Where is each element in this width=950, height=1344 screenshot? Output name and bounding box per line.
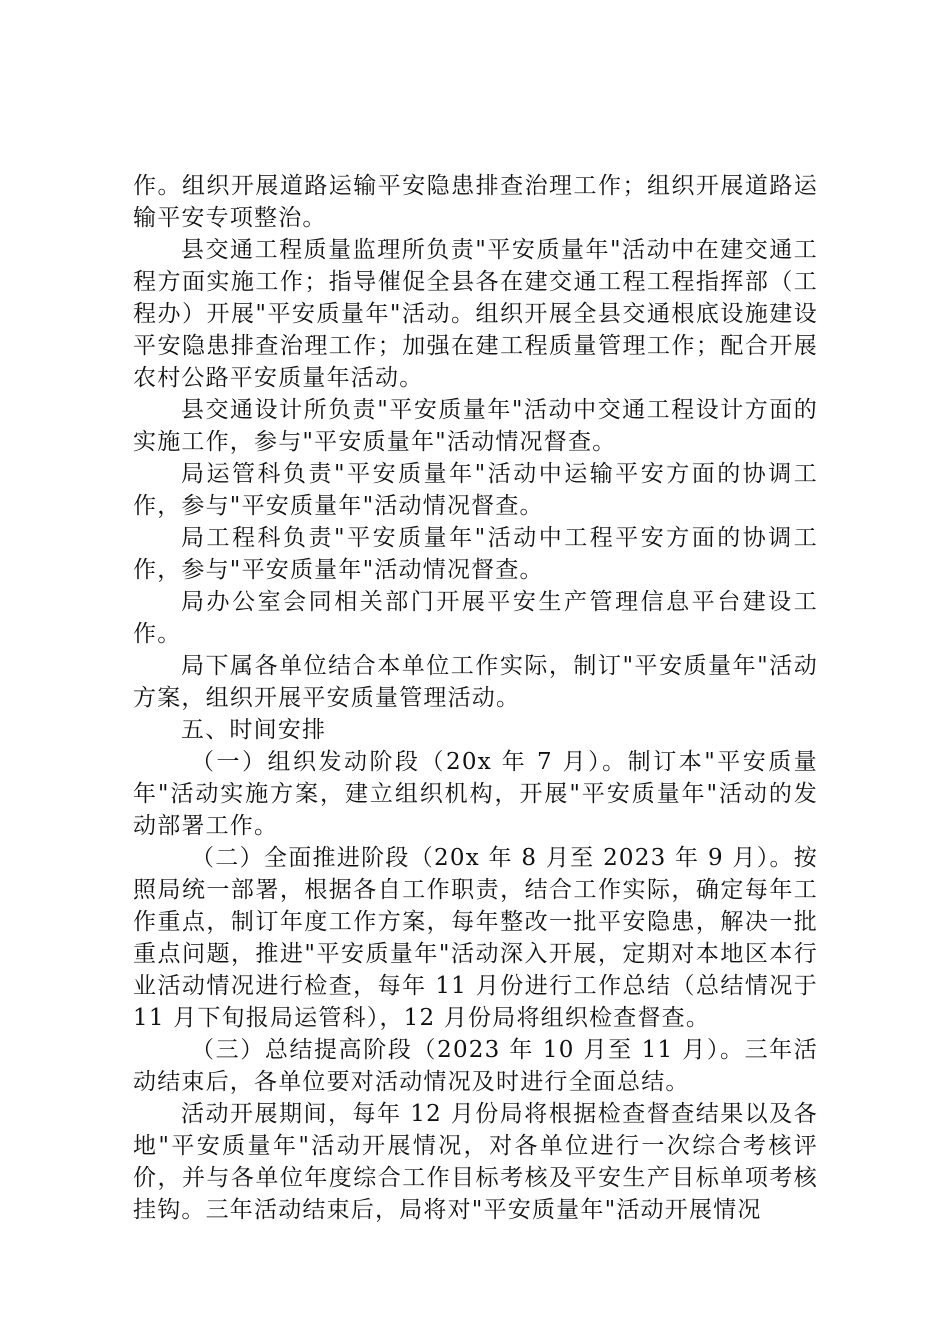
paragraph: 活动开展期间，每年 12 月份局将根据检查督查结果以及各地"平安质量年"活动开展情况，对各单位进行一次综合考核评价，并与各单位年度综合工作目标考核及平安生产目标单项考核挂钩。三年活动结束后，局将对"平安质量年"活动开展情况 (133, 1101, 818, 1223)
paragraph: 局运管科负责"平安质量年"活动中运输平安方面的协调工作，参与"平安质量年"活动情况督查。 (133, 461, 818, 519)
document-body (133, 170, 818, 1226)
paragraph: 局办公室会同相关部门开展平安生产管理信息平台建设工作。 (133, 589, 818, 647)
paragraph: 作。组织开展道路运输平安隐患排查治理工作；组织开展道路运输平安专项整治。 (133, 173, 818, 231)
paragraph: （二）全面推进阶段（20x 年 8 月至 2023 年 9 月）。按照局统一部署，根据各自工作职责，结合工作实际，确定每年工作重点，制订年度工作方案，每年整改一批平安隐患，解决一批重点问题，推进"平安质量年"活动深入开展，定期对本地区本行业活动情况进行检查，每年 11 月份进行工作总结（总结情况于 11 月下旬报局运管科），12 月份局将组织检查督查。 (133, 845, 818, 1031)
paragraph: 局工程科负责"平安质量年"活动中工程平安方面的协调工作，参与"平安质量年"活动情况督查。 (133, 525, 818, 583)
section-heading: 五、时间安排 (181, 717, 327, 743)
paragraph: 县交通工程质量监理所负责"平安质量年"活动中在建交通工程方面实施工作；指导催促全县各在建交通工程工程指挥部（工程办）开展"平安质量年"活动。组织开展全县交通根底设施建设平安隐患排查治理工作；加强在建工程质量管理工作；配合开展农村公路平安质量年活动。 (133, 237, 818, 391)
paragraph: （三）总结提高阶段（2023 年 10 月至 11 月）。三年活动结束后，各单位要对活动情况及时进行全面总结。 (133, 1037, 818, 1095)
paragraph: 局下属各单位结合本单位工作实际，制订"平安质量年"活动方案，组织开展平安质量管理活动。 (133, 653, 818, 711)
paragraph: （一）组织发动阶段（20x 年 7 月）。制订本"平安质量年"活动实施方案，建立组织机构，开展"平安质量年"活动的发动部署工作。 (133, 749, 818, 839)
paragraph: 县交通设计所负责"平安质量年"活动中交通工程设计方面的实施工作，参与"平安质量年"活动情况督查。 (133, 397, 818, 455)
